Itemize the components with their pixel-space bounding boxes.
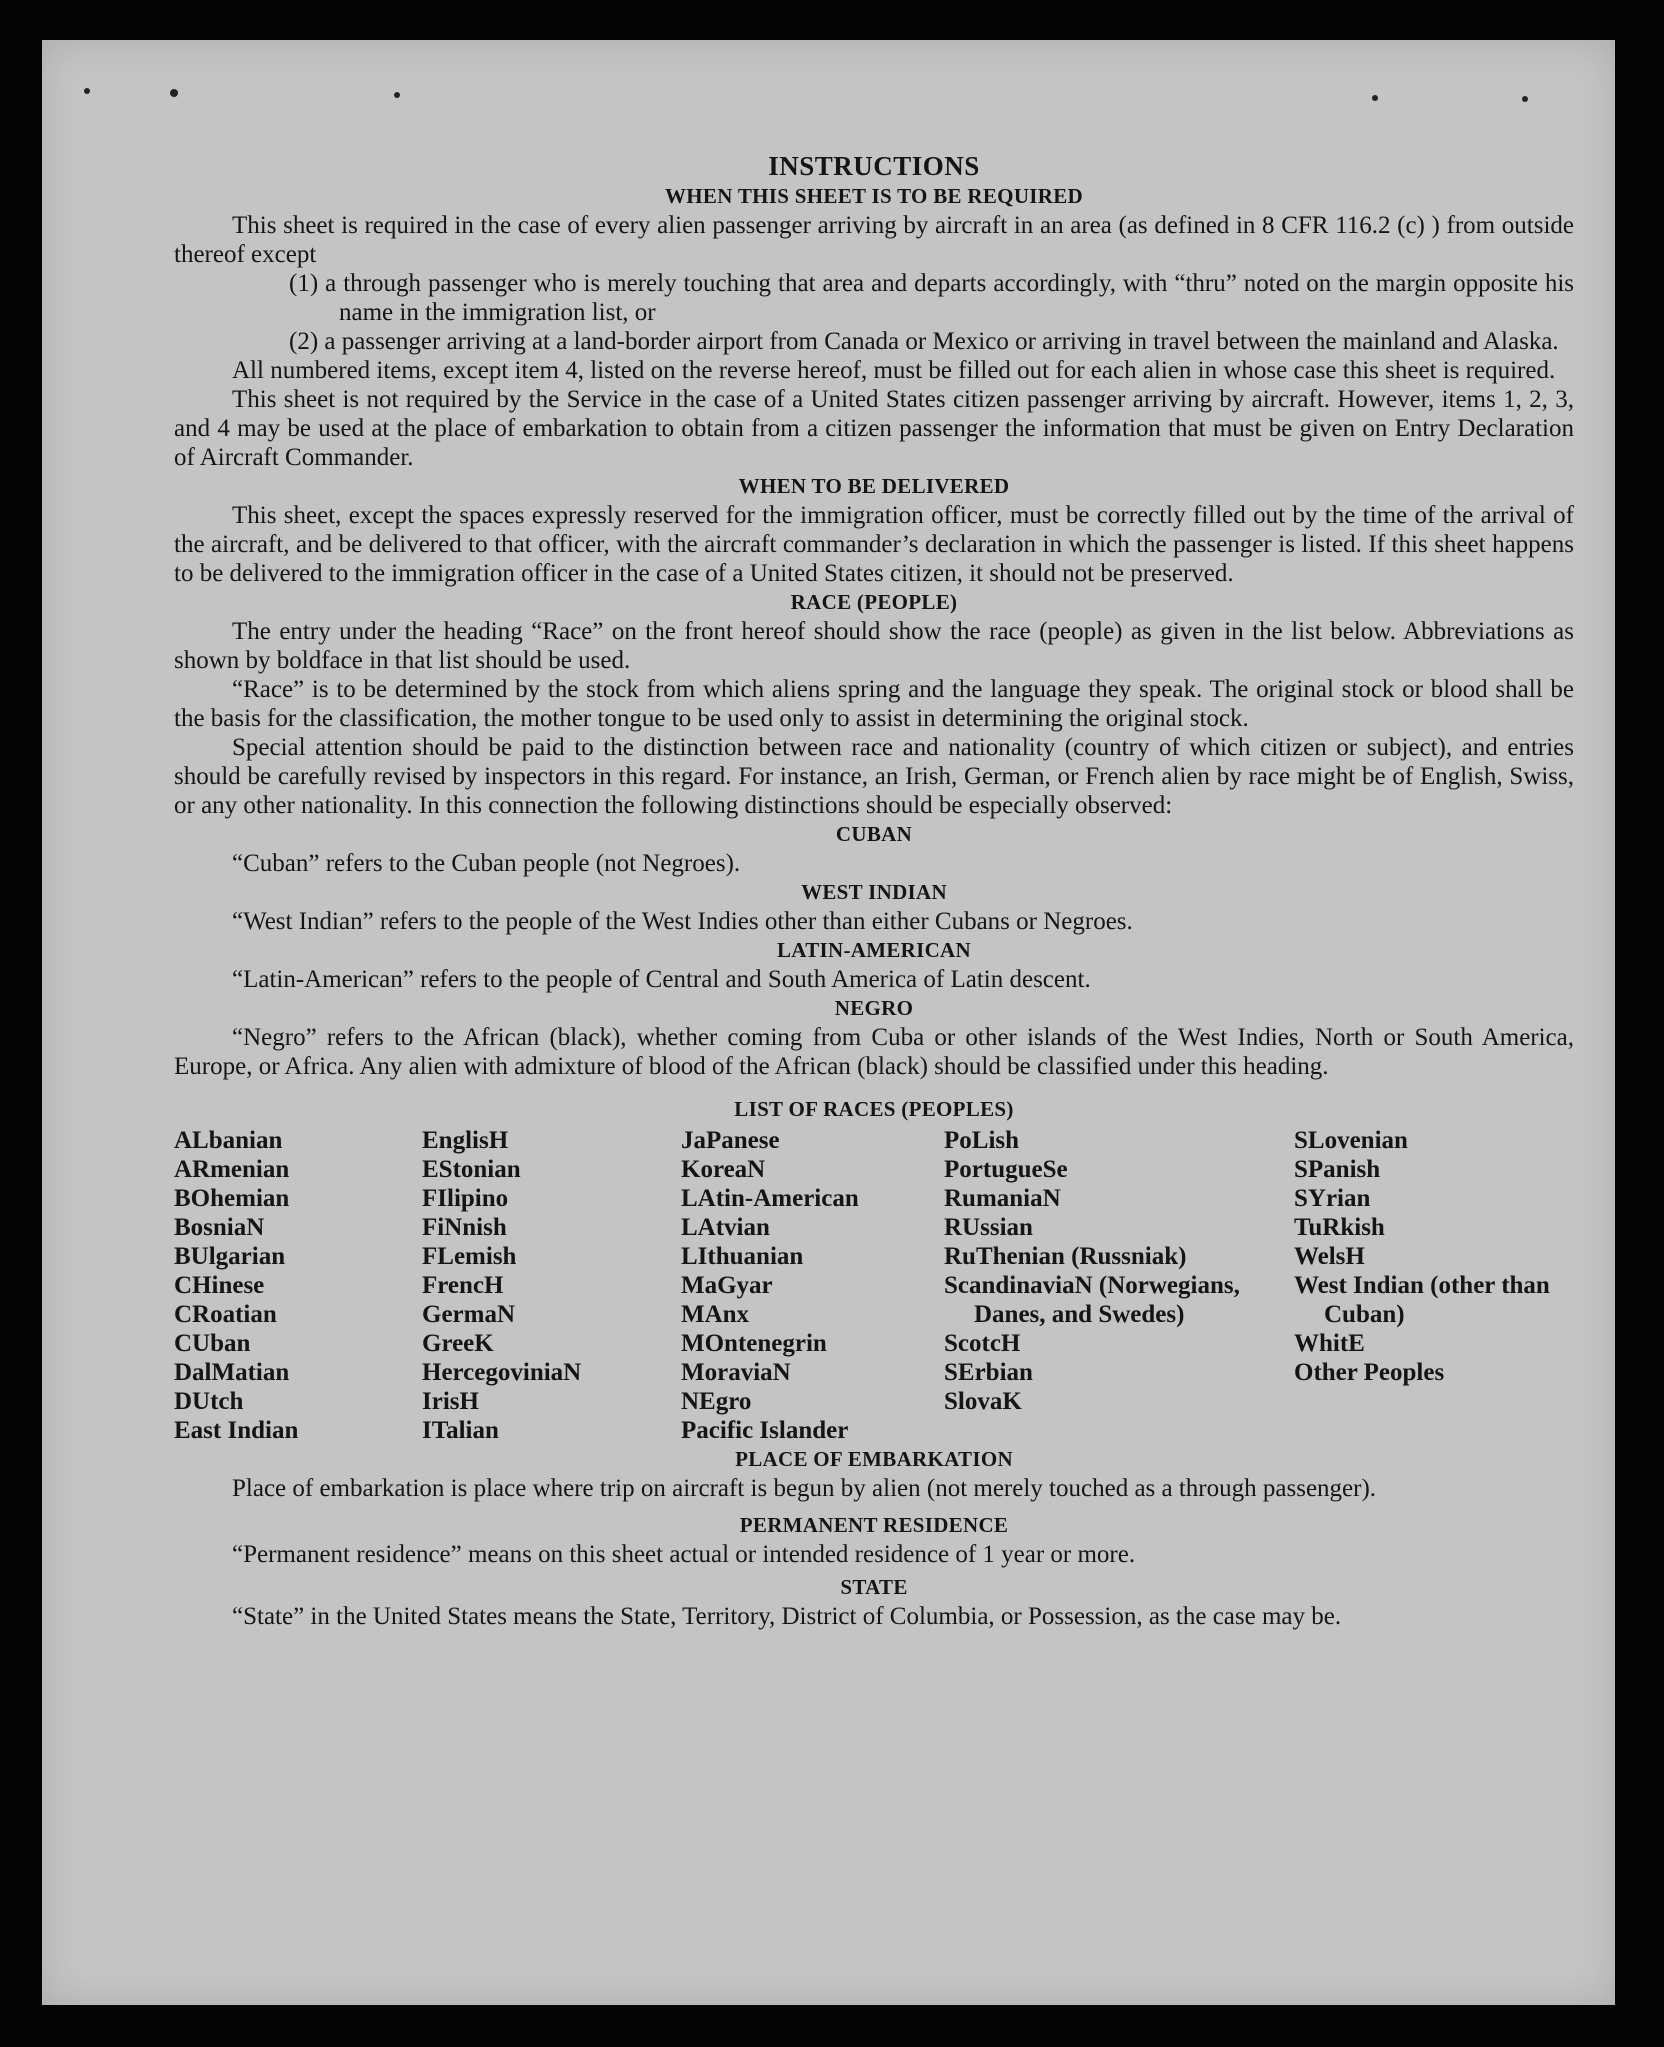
race-entry: WhitE [1294, 1330, 1365, 1357]
race-entry: ITalian [422, 1417, 499, 1444]
race-column [422, 1126, 681, 1445]
race-entry: ARmenian [174, 1156, 290, 1183]
race-entry: RuThenian (Russniak) [944, 1243, 1187, 1270]
race-entry: HercegoviniaN [422, 1359, 582, 1386]
heading-latin-american: LATIN-AMERICAN [777, 938, 971, 962]
race-entry: NEgro [681, 1388, 752, 1415]
race-entry: GermaN [422, 1301, 516, 1328]
race-entry: BOhemian [174, 1185, 290, 1212]
race-entry: FLemish [422, 1243, 517, 1270]
scan-speck [1522, 96, 1528, 102]
heading-list-of-races: LIST OF RACES (PEOPLES) [734, 1097, 1014, 1121]
race-entry: FiNnish [422, 1214, 507, 1241]
race-list [174, 1126, 1574, 1445]
paragraph: “Latin-American” refers to the people of Central and South America of Latin descent. [232, 966, 1091, 993]
document-sheet [42, 40, 1615, 2005]
page-title: INSTRUCTIONS [768, 151, 980, 181]
heading-negro: NEGRO [834, 996, 914, 1020]
list-item: (1) a through passenger who is merely touching that area and departs accordingly, with “thru” noted on the margin opposite his name in the immigration list, or [289, 270, 1574, 326]
race-entry: BosniaN [174, 1214, 265, 1241]
paragraph: Special attention should be paid to the distinction between race and nationality (country of which citizen or subject), and entries should be carefully revised by inspectors in this regard. For instance, an Irish, German, or French alien by race might be of English, Swiss, or any other nationality. In this connection the following distinctions should be especially observed: [174, 734, 1574, 819]
race-entry: MAnx [681, 1301, 750, 1328]
heading-cuban: CUBAN [835, 822, 913, 846]
race-entry: RumaniaN [944, 1185, 1061, 1212]
race-column [1294, 1126, 1564, 1445]
race-entry: WelsH [1294, 1243, 1365, 1270]
race-entry: BUlgarian [174, 1243, 286, 1270]
race-entry: MaGyar [681, 1272, 773, 1299]
race-entry: TuRkish [1294, 1214, 1385, 1241]
race-entry: PoLish [944, 1127, 1020, 1154]
paragraph: “Negro” refers to the African (black), whether coming from Cuba or other islands of the West Indies, North or South America, Europe, or Africa. Any alien with admixture of blood of the African (black) should be classified under this heading. [174, 1024, 1574, 1080]
race-column [681, 1126, 944, 1445]
heading-west-indian: WEST INDIAN [801, 880, 947, 904]
race-entry: SErbian [944, 1359, 1033, 1386]
scan-speck [84, 88, 90, 94]
heading-race: RACE (PEOPLE) [790, 590, 958, 614]
race-entry: DUtch [174, 1388, 244, 1415]
paragraph: This sheet, except the spaces expressly reserved for the immigration officer, must be correctly filled out by the time of the arrival of the aircraft, and be delivered to that officer, with the aircraft commander’s declaration in which the passenger is listed. If this sheet happens to be delivered to the immigration officer in the case of a United States citizen, it should not be preserved. [174, 502, 1574, 587]
race-entry: Other Peoples [1294, 1359, 1445, 1386]
heading-state: STATE [840, 1575, 908, 1599]
heading-when-required: WHEN THIS SHEET IS TO BE REQUIRED [664, 184, 1083, 208]
race-entry: FIlipino [422, 1185, 509, 1212]
race-entry: LIthuanian [681, 1243, 804, 1270]
heading-when-delivered: WHEN TO BE DELIVERED [738, 474, 1010, 498]
paragraph: All numbered items, except item 4, listed on the reverse hereof, must be filled out for each alien in whose case this sheet is required. [232, 357, 1556, 384]
race-entry: IrisH [422, 1388, 479, 1415]
list-item: (2) a passenger arriving at a land-border airport from Canada or Mexico or arriving in travel between the mainland and Alaska. [289, 328, 1559, 355]
race-column [174, 1126, 422, 1445]
race-entry: EStonian [422, 1156, 521, 1183]
race-entry: SLovenian [1294, 1127, 1408, 1154]
race-entry: SYrian [1294, 1185, 1371, 1212]
race-entry: SPanish [1294, 1156, 1381, 1183]
paragraph: “Race” is to be determined by the stock from which aliens spring and the language they speak. The original stock or blood shall be the basis for the classification, the mother tongue to be used only to assist in determining the original stock. [174, 676, 1574, 732]
race-entry: CUban [174, 1330, 251, 1357]
scan-speck [170, 89, 178, 97]
race-entry: JaPanese [681, 1127, 780, 1154]
paragraph: This sheet is required in the case of every alien passenger arriving by aircraft in an area (as defined in 8 CFR 116.2 (c) ) from outside thereof except [174, 212, 1574, 268]
race-entry: ScotcH [944, 1330, 1021, 1357]
race-entry: EnglisH [422, 1127, 509, 1154]
paragraph: The entry under the heading “Race” on the front hereof should show the race (people) as given in the list below. Abbreviations as shown by boldface in that list should be used. [174, 618, 1574, 674]
instructions-body [174, 150, 1574, 1631]
paragraph: “Permanent residence” means on this sheet actual or intended residence of 1 year or more. [232, 1541, 1136, 1568]
race-entry: LAtvian [681, 1214, 770, 1241]
scan-speck [1372, 95, 1378, 101]
paragraph: “State” in the United States means the State, Territory, District of Columbia, or Possession, as the case may be. [232, 1603, 1342, 1630]
race-entry: CHinese [174, 1272, 265, 1299]
race-entry: ALbanian [174, 1127, 283, 1154]
heading-permanent-residence: PERMANENT RESIDENCE [739, 1513, 1009, 1537]
race-entry: East Indian [174, 1417, 299, 1444]
race-entry: MOntenegrin [681, 1330, 827, 1357]
race-entry: SlovaK [944, 1388, 1022, 1415]
race-entry: West Indian (other than Cuban) [1294, 1272, 1550, 1328]
paragraph: Place of embarkation is place where trip on aircraft is begun by alien (not merely touched as a through passenger). [232, 1475, 1377, 1502]
race-entry: Pacific Islander [681, 1417, 849, 1444]
paragraph: “Cuban” refers to the Cuban people (not Negroes). [232, 850, 741, 877]
scan-speck [394, 92, 400, 98]
race-entry: MoraviaN [681, 1359, 791, 1386]
heading-embarkation: PLACE OF EMBARKATION [735, 1447, 1013, 1471]
race-column [944, 1126, 1294, 1445]
race-entry: RUssian [944, 1214, 1033, 1241]
race-entry: KoreaN [681, 1156, 766, 1183]
race-entry: CRoatian [174, 1301, 277, 1328]
race-entry: LAtin-American [681, 1185, 859, 1212]
race-entry: PortugueSe [944, 1156, 1068, 1183]
paragraph: This sheet is not required by the Service in the case of a United States citizen passenger arriving by aircraft. However, items 1, 2, 3, and 4 may be used at the place of embarkation to obtain from a citizen passenger the information that must be given on Entry Declaration of Aircraft Commander. [174, 386, 1574, 471]
race-entry: FrencH [422, 1272, 504, 1299]
race-entry: GreeK [422, 1330, 494, 1357]
race-entry: ScandinaviaN (Norwegians, Danes, and Swedes) [944, 1272, 1240, 1328]
race-entry: DalMatian [174, 1359, 290, 1386]
paragraph: “West Indian” refers to the people of the West Indies other than either Cubans or Negroes. [232, 908, 1133, 935]
